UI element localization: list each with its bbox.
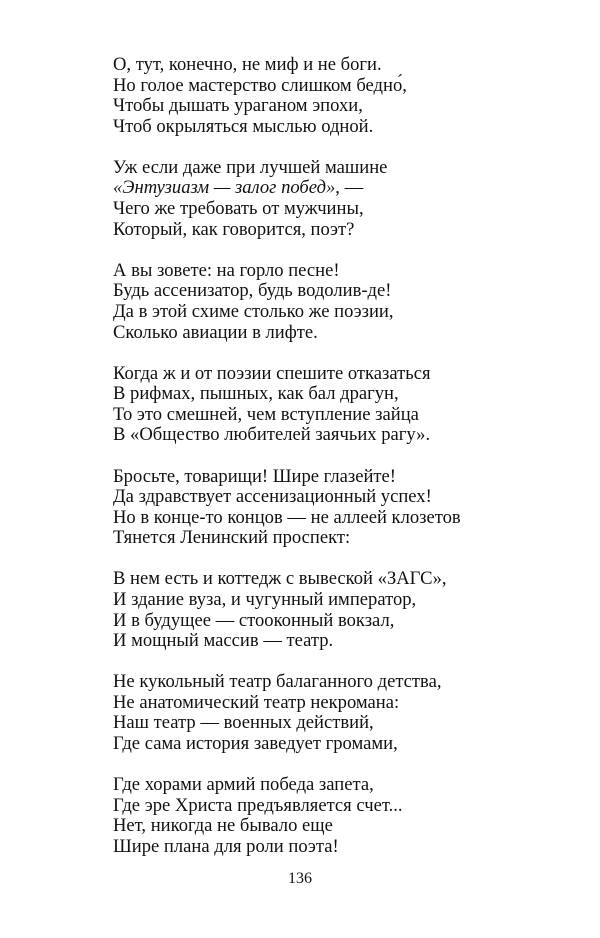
poem-line: А вы зовете: на горло песне! [113, 259, 340, 281]
stanza [113, 672, 533, 754]
poem-line: Где сама история заведует громами, [113, 733, 398, 755]
poem-line: В нем есть и коттедж с вывеской «ЗАГС», [113, 568, 447, 590]
poem-line: Да в этой схиме столько же поэзии, [113, 300, 394, 322]
poem-line: В рифмах, пышных, как бал драгун, [113, 383, 399, 405]
poem-line: О, тут, конечно, не миф и не боги. [113, 54, 382, 75]
poem-line: Уж если даже при лучшей машине [113, 156, 388, 178]
poem-line: Будь ассенизатор, будь водолив-де! [113, 280, 392, 302]
stanza [113, 775, 533, 857]
poem-line: Когда ж и от поэзии спешите отказаться [113, 362, 431, 384]
poem-line: Сколько авиации в лифте. [113, 321, 318, 343]
poem-line: И мощный массив — театр. [113, 630, 334, 652]
poem-line: Чтобы дышать ураганом эпохи, [113, 95, 363, 117]
poem-line [113, 178, 533, 199]
page-number: 136 [288, 870, 312, 887]
poem-line: Шире плана для роли поэта! [113, 835, 339, 857]
poem-line: Который, как говорится, поэт? [113, 218, 355, 240]
stanza [113, 55, 533, 137]
poem-line: Не анатомический театр некромана: [113, 691, 400, 713]
poem-line: Но голое мастерство слишком бедно́, [113, 74, 407, 96]
stanza [113, 261, 533, 343]
stanza [113, 569, 533, 651]
poem-line: Где эре Христа предъявляется счет... [113, 794, 403, 816]
poem-line: В «Общество любителей заячьих рагу». [113, 424, 431, 446]
poem-line: Наш театр — военных действий, [113, 712, 374, 734]
poem-line: И в будущее — стооконный вокзал, [113, 609, 395, 631]
italic-quote: «Энтузиазм — залог побед» [113, 177, 336, 199]
poem-line: Нет, никогда не бывало еще [113, 815, 333, 837]
poem-line: И здание вуза, и чугунный император, [113, 588, 417, 610]
poem-line: Да здравствует ассенизационный успех! [113, 486, 432, 508]
line-suffix: , — [335, 177, 364, 199]
poem-line: Бросьте, товарищи! Шире глазейте! [113, 465, 396, 487]
stanza [113, 364, 533, 446]
poem-line: Чтоб окрыляться мыслью одной. [113, 115, 374, 137]
poem-line: Чего же требовать от мужчины, [113, 198, 364, 220]
poem-line: Где хорами армий победа запета, [113, 774, 374, 796]
poem-line: Не кукольный театр балаганного детства, [113, 671, 442, 693]
poem-line: То это смешней, чем вступление зайца [113, 403, 419, 425]
stanza [113, 158, 533, 240]
poem-line: Но в конце-то концов — не аллеей клозетов [113, 506, 461, 528]
stanza [113, 467, 533, 549]
poem-body [113, 55, 533, 878]
poem-line: Тянется Ленинский проспект: [113, 527, 351, 549]
